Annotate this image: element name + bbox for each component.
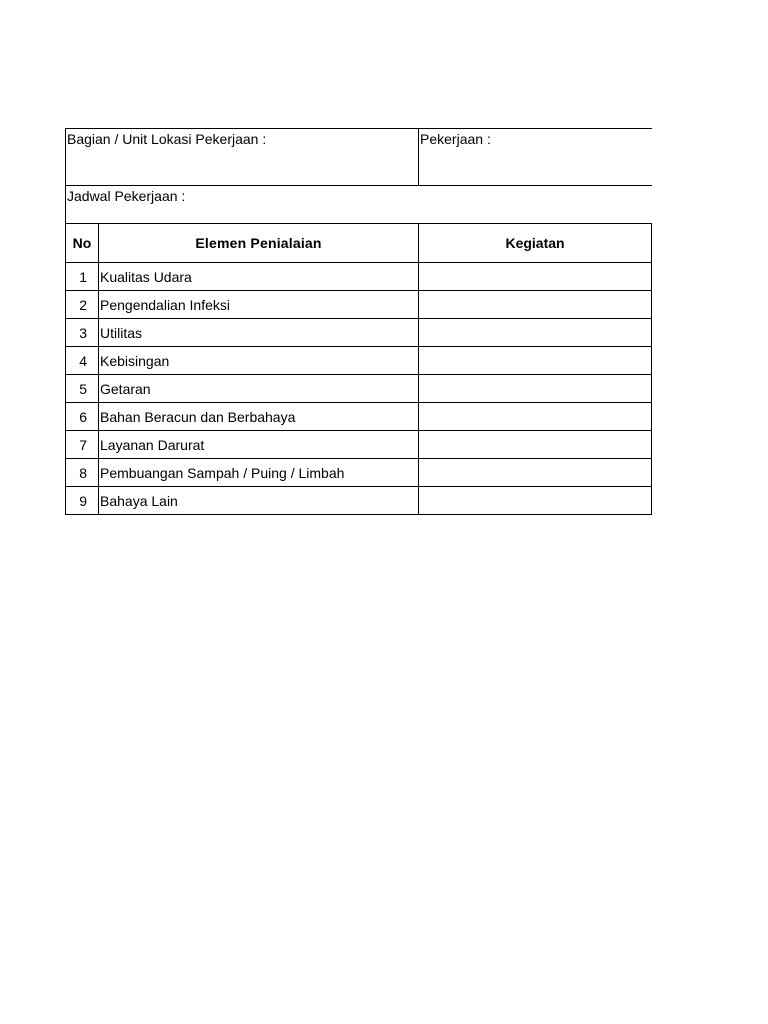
header-no: No bbox=[66, 224, 99, 263]
row-elemen: Layanan Darurat bbox=[99, 431, 419, 459]
table-row bbox=[66, 263, 652, 291]
table-row bbox=[66, 403, 652, 431]
table-row bbox=[66, 291, 652, 319]
row-kegiatan-cell[interactable] bbox=[419, 291, 652, 319]
row-number: 2 bbox=[66, 291, 99, 319]
row-kegiatan-cell[interactable] bbox=[419, 263, 652, 291]
row-number: 1 bbox=[66, 263, 99, 291]
table-row bbox=[66, 459, 652, 487]
row-kegiatan-cell[interactable] bbox=[419, 487, 652, 515]
info-row-schedule bbox=[66, 186, 652, 224]
row-elemen: Bahan Beracun dan Berbahaya bbox=[99, 403, 419, 431]
bagian-unit-label: Bagian / Unit Lokasi Pekerjaan : bbox=[67, 131, 267, 147]
row-kegiatan-cell[interactable] bbox=[419, 319, 652, 347]
row-number: 6 bbox=[66, 403, 99, 431]
row-elemen: Getaran bbox=[99, 375, 419, 403]
row-number: 5 bbox=[66, 375, 99, 403]
pekerjaan-cell[interactable] bbox=[419, 129, 652, 186]
row-number: 7 bbox=[66, 431, 99, 459]
header-elemen: Elemen Penialaian bbox=[99, 224, 419, 263]
table-row bbox=[66, 431, 652, 459]
table-row bbox=[66, 347, 652, 375]
row-number: 9 bbox=[66, 487, 99, 515]
assessment-table bbox=[65, 128, 652, 515]
info-row-location bbox=[66, 129, 652, 186]
header-kegiatan: Kegiatan bbox=[419, 224, 652, 263]
assessment-sheet bbox=[65, 128, 651, 515]
row-number: 8 bbox=[66, 459, 99, 487]
row-number: 3 bbox=[66, 319, 99, 347]
jadwal-label: Jadwal Pekerjaan : bbox=[67, 188, 186, 204]
table-body bbox=[66, 263, 652, 515]
table-row bbox=[66, 319, 652, 347]
pekerjaan-label: Pekerjaan : bbox=[420, 131, 491, 147]
row-kegiatan-cell[interactable] bbox=[419, 403, 652, 431]
row-elemen: Kebisingan bbox=[99, 347, 419, 375]
row-elemen: Kualitas Udara bbox=[99, 263, 419, 291]
table-row bbox=[66, 487, 652, 515]
table-header-row bbox=[66, 224, 652, 263]
row-elemen: Pengendalian Infeksi bbox=[99, 291, 419, 319]
row-elemen: Pembuangan Sampah / Puing / Limbah bbox=[99, 459, 419, 487]
row-kegiatan-cell[interactable] bbox=[419, 459, 652, 487]
jadwal-cell[interactable] bbox=[66, 186, 652, 224]
row-kegiatan-cell[interactable] bbox=[419, 375, 652, 403]
row-kegiatan-cell[interactable] bbox=[419, 347, 652, 375]
bagian-unit-cell[interactable] bbox=[66, 129, 419, 186]
row-kegiatan-cell[interactable] bbox=[419, 431, 652, 459]
row-number: 4 bbox=[66, 347, 99, 375]
table-row bbox=[66, 375, 652, 403]
row-elemen: Utilitas bbox=[99, 319, 419, 347]
row-elemen: Bahaya Lain bbox=[99, 487, 419, 515]
